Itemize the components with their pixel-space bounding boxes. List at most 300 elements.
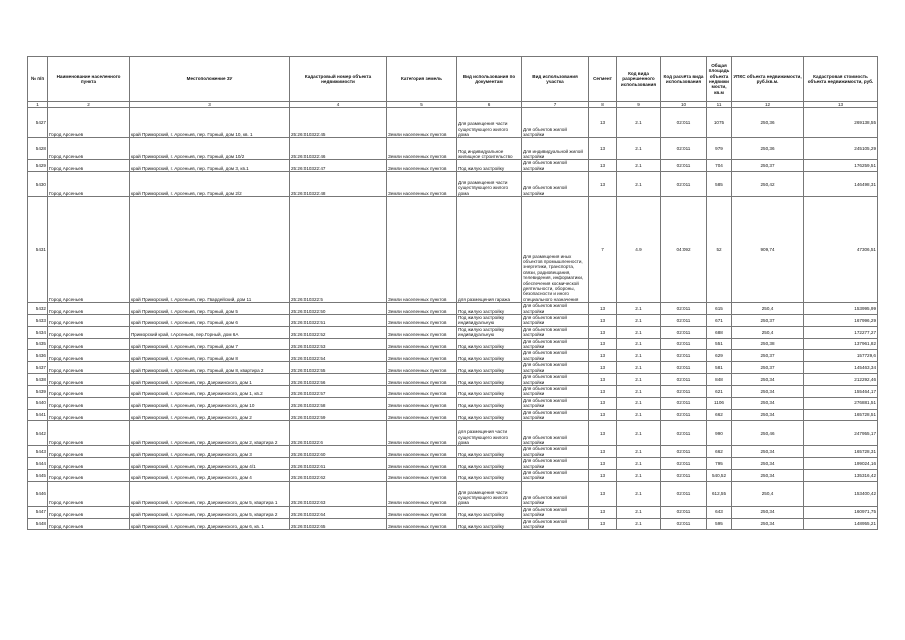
- area-cell: 629: [707, 350, 732, 362]
- use-code-cell: 2.1: [617, 409, 661, 421]
- document-use-cell: Под жилую застройку: [457, 362, 522, 374]
- row-number-cell: 5439: [28, 385, 48, 397]
- segment-cell: 13: [589, 303, 617, 315]
- row-number-cell: 5441: [28, 409, 48, 421]
- location-cell: край Приморский, г. Арсеньев, пер. Горный, дом 5: [130, 303, 290, 315]
- row-number-cell: 5447: [28, 506, 48, 518]
- area-cell: 1075: [707, 108, 732, 138]
- land-category-cell: Земли населенных пунктов: [387, 374, 457, 386]
- cost-cell: 172277,27: [804, 326, 878, 338]
- use-code-cell: 4.9: [617, 197, 661, 303]
- calc-code-cell: 02:011: [661, 350, 707, 362]
- parcel-use-cell: Для объектов жилой застройки: [522, 338, 589, 350]
- use-code-cell: 2.1: [617, 481, 661, 506]
- calc-code-cell: 02:011: [661, 446, 707, 458]
- cadastral-number-cell: 25:26:010322:60: [290, 446, 387, 458]
- document-use-cell: Под жилую застройку: [457, 397, 522, 409]
- column-number: 8: [589, 102, 617, 108]
- cadastral-number-cell: 25:26:010322:63: [290, 481, 387, 506]
- area-cell: 671: [707, 315, 732, 327]
- document-use-cell: Под жилую застройку: [457, 385, 522, 397]
- parcel-use-cell: Для объектов жилой застройки: [522, 421, 589, 446]
- document-use-cell: Под жилую застройку: [457, 506, 522, 518]
- area-cell: 795: [707, 458, 732, 470]
- upks-cell: 250,37: [732, 160, 804, 172]
- upks-cell: 250,4: [732, 303, 804, 315]
- use-code-cell: 2.1: [617, 362, 661, 374]
- row-number-cell: 5432: [28, 303, 48, 315]
- use-code-cell: 2.1: [617, 326, 661, 338]
- land-category-cell: Земли населенных пунктов: [387, 397, 457, 409]
- area-cell: 621: [707, 385, 732, 397]
- parcel-use-cell: Для объектов жилой застройки: [522, 160, 589, 172]
- use-code-cell: 2.1: [617, 315, 661, 327]
- land-category-cell: Земли населенных пунктов: [387, 458, 457, 470]
- town-cell: Город Арсеньев: [48, 421, 130, 446]
- parcel-use-cell: Для индивидуальной жилой застройки: [522, 138, 589, 160]
- column-header: Код вида разрешенного использования: [617, 57, 661, 102]
- row-number-cell: 5448: [28, 518, 48, 530]
- area-cell: 848: [707, 374, 732, 386]
- land-category-cell: Земли населенных пунктов: [387, 409, 457, 421]
- calc-code-cell: 02:011: [661, 469, 707, 481]
- parcel-use-cell: Для объектов жилой застройки: [522, 303, 589, 315]
- table-row: [28, 338, 878, 350]
- calc-code-cell: 02:011: [661, 160, 707, 172]
- parcel-use-cell: Для объектов жилой застройки: [522, 326, 589, 338]
- use-code-cell: 2.1: [617, 108, 661, 138]
- parcel-use-cell: Для объектов жилой застройки: [522, 350, 589, 362]
- use-code-cell: 2.1: [617, 338, 661, 350]
- segment-cell: 13: [589, 138, 617, 160]
- table-row: [28, 397, 878, 409]
- location-cell: край Приморский, г. Арсеньев, пер. Дзержинского, дом 4/1: [130, 458, 290, 470]
- cadastral-number-cell: 25:26:010322:45: [290, 108, 387, 138]
- calc-code-cell: 02:011: [661, 506, 707, 518]
- document-use-cell: Для размещения части существующего жилого дома: [457, 481, 522, 506]
- cadastral-number-cell: 25:26:010322:58: [290, 397, 387, 409]
- land-category-cell: Земли населенных пунктов: [387, 350, 457, 362]
- segment-cell: 7: [589, 197, 617, 303]
- land-category-cell: Земли населенных пунктов: [387, 172, 457, 197]
- upks-cell: 250,42: [732, 172, 804, 197]
- cost-cell: 199024,16: [804, 458, 878, 470]
- land-category-cell: Земли населенных пунктов: [387, 362, 457, 374]
- cost-cell: 212292,46: [804, 374, 878, 386]
- column-number: 12: [732, 102, 804, 108]
- upks-cell: 250,34: [732, 397, 804, 409]
- use-code-cell: 2.1: [617, 172, 661, 197]
- column-number: 5: [387, 102, 457, 108]
- parcel-use-cell: Для объектов жилой застройки: [522, 397, 589, 409]
- segment-cell: 13: [589, 160, 617, 172]
- column-header: Вид использования по документам: [457, 57, 522, 102]
- table-row: [28, 421, 878, 446]
- calc-code-cell: 02:011: [661, 397, 707, 409]
- town-cell: Город Арсеньев: [48, 409, 130, 421]
- cadastral-number-cell: 25:26:010322:62: [290, 469, 387, 481]
- row-number-cell: 5428: [28, 138, 48, 160]
- cadastral-number-cell: 25:26:010322:53: [290, 338, 387, 350]
- location-cell: край Приморский, г. Арсеньев, пер. Горный, дом 3, кв.1: [130, 160, 290, 172]
- area-cell: 990: [707, 421, 732, 446]
- upks-cell: 250,34: [732, 506, 804, 518]
- land-category-cell: Земли населенных пунктов: [387, 108, 457, 138]
- use-code-cell: 2.1: [617, 374, 661, 386]
- column-number: 4: [290, 102, 387, 108]
- land-category-cell: Земли населенных пунктов: [387, 481, 457, 506]
- segment-cell: 13: [589, 469, 617, 481]
- row-number-cell: 5436: [28, 350, 48, 362]
- segment-cell: 13: [589, 421, 617, 446]
- location-cell: край Приморский, г. Арсеньев, пер. Горный, дом 10, кв. 1: [130, 108, 290, 138]
- column-header: № п/п: [28, 57, 48, 102]
- town-cell: Город Арсеньев: [48, 362, 130, 374]
- calc-code-cell: 02:011: [661, 138, 707, 160]
- parcel-use-cell: Для объектов жилой застройки: [522, 446, 589, 458]
- parcel-use-cell: Для объектов жилой застройки: [522, 469, 589, 481]
- cost-cell: 153400,42: [804, 481, 878, 506]
- parcel-use-cell: Для объектов жилой застройки: [522, 458, 589, 470]
- upks-cell: 250,34: [732, 469, 804, 481]
- location-cell: край Приморский, г. Арсеньев, пер. Горный, дом 8, квартира 2: [130, 362, 290, 374]
- row-number-cell: 5430: [28, 172, 48, 197]
- upks-cell: 250,4: [732, 481, 804, 506]
- segment-cell: 13: [589, 350, 617, 362]
- document-use-cell: Под жилую застройку: [457, 374, 522, 386]
- column-header: Кадастровая стоимость объекта недвижимости, руб.: [804, 57, 878, 102]
- land-category-cell: Земли населенных пунктов: [387, 421, 457, 446]
- calc-code-cell: 04:092: [661, 197, 707, 303]
- document-use-cell: Для размещения части существующего жилого дома: [457, 108, 522, 138]
- area-cell: 1106: [707, 397, 732, 409]
- document-use-cell: Под жилую застройку: [457, 458, 522, 470]
- town-cell: Город Арсеньев: [48, 350, 130, 362]
- cost-cell: 276881,51: [804, 397, 878, 409]
- upks-cell: 250,38: [732, 338, 804, 350]
- calc-code-cell: 02:011: [661, 338, 707, 350]
- cadastral-number-cell: 25:26:010322:64: [290, 506, 387, 518]
- document-use-cell: Под жилую застройку: [457, 350, 522, 362]
- column-header: Местоположение ЗУ: [130, 57, 290, 102]
- use-code-cell: 2.1: [617, 138, 661, 160]
- area-cell: 615: [707, 303, 732, 315]
- column-header: УПКС объекта недвижимости, руб./кв.м.: [732, 57, 804, 102]
- row-number-cell: 5434: [28, 326, 48, 338]
- table-row: [28, 458, 878, 470]
- table-row: [28, 469, 878, 481]
- document-use-cell: Под жилую застройку: [457, 469, 522, 481]
- town-cell: Город Арсеньев: [48, 197, 130, 303]
- upks-cell: 250,34: [732, 446, 804, 458]
- use-code-cell: 2.1: [617, 506, 661, 518]
- segment-cell: 13: [589, 362, 617, 374]
- document-use-cell: Под жилую застройку индивидуальную: [457, 326, 522, 338]
- table-row: [28, 138, 878, 160]
- calc-code-cell: 02:011: [661, 362, 707, 374]
- table-row: [28, 350, 878, 362]
- document-use-cell: для размещения части существующего жилого дома: [457, 421, 522, 446]
- table-row: [28, 197, 878, 303]
- table-row: [28, 506, 878, 518]
- use-code-cell: 2.1: [617, 397, 661, 409]
- parcel-use-cell: Для объектов жилой застройки: [522, 362, 589, 374]
- row-number-cell: 5442: [28, 421, 48, 446]
- table-row: [28, 362, 878, 374]
- location-cell: край Приморский, г. Арсеньев, пер. Дзержинского, дом 5, квартира 1: [130, 481, 290, 506]
- cost-cell: 160971,75: [804, 506, 878, 518]
- column-number: 7: [522, 102, 589, 108]
- column-header: Код расчёта вида использования: [661, 57, 707, 102]
- upks-cell: 250,37: [732, 315, 804, 327]
- cost-cell: 148955,21: [804, 518, 878, 530]
- area-cell: 52: [707, 197, 732, 303]
- segment-cell: 13: [589, 458, 617, 470]
- town-cell: Город Арсеньев: [48, 469, 130, 481]
- document-use-cell: Под жилую застройку: [457, 409, 522, 421]
- table-row: [28, 374, 878, 386]
- document-use-cell: Под жилую застройку индивидуальную: [457, 315, 522, 327]
- cost-cell: 269138,55: [804, 108, 878, 138]
- land-category-cell: Земли населенных пунктов: [387, 518, 457, 530]
- location-cell: край Приморский, г. Арсеньев, пер. Горный, дом 7: [130, 338, 290, 350]
- row-number-cell: 5431: [28, 197, 48, 303]
- calc-code-cell: 02:011: [661, 374, 707, 386]
- cadastral-number-cell: 25:26:010322:48: [290, 172, 387, 197]
- upks-cell: 250,46: [732, 421, 804, 446]
- use-code-cell: 2.1: [617, 518, 661, 530]
- column-number: 11: [707, 102, 732, 108]
- parcel-use-cell: Для объектов жилой застройки: [522, 506, 589, 518]
- area-cell: 662: [707, 409, 732, 421]
- calc-code-cell: 02:011: [661, 385, 707, 397]
- location-cell: край Приморский, г. Арсеньев, пер. Горный, дом 8: [130, 350, 290, 362]
- land-category-cell: Земли населенных пунктов: [387, 138, 457, 160]
- table-row: [28, 446, 878, 458]
- parcel-use-cell: Для объектов жилой застройки: [522, 518, 589, 530]
- upks-cell: 909,74: [732, 197, 804, 303]
- area-cell: 662: [707, 446, 732, 458]
- cost-cell: 146498,31: [804, 172, 878, 197]
- cadastral-table: [27, 56, 878, 530]
- area-cell: 581: [707, 362, 732, 374]
- row-number-cell: 5427: [28, 108, 48, 138]
- area-cell: 551: [707, 338, 732, 350]
- segment-cell: 13: [589, 397, 617, 409]
- town-cell: Город Арсеньев: [48, 397, 130, 409]
- parcel-use-cell: Для размещения иных объектов промышленности, энергетики, транспорта, связи, радиовещания, телевидения, информатики, обеспечения космической деятельности, обороны, безопасности и иного специального назначения: [522, 197, 589, 303]
- column-header: Наименование населенного пункта: [48, 57, 130, 102]
- cadastral-number-cell: 25:26:010322:46: [290, 138, 387, 160]
- upks-cell: 250,34: [732, 385, 804, 397]
- cost-cell: 137961,82: [804, 338, 878, 350]
- location-cell: край Приморский, г. Арсеньев, пер. Горный, дом 6: [130, 315, 290, 327]
- column-number: 9: [617, 102, 661, 108]
- parcel-use-cell: Для объектов жилой застройки: [522, 409, 589, 421]
- town-cell: Город Арсеньев: [48, 481, 130, 506]
- land-category-cell: Земли населенных пунктов: [387, 506, 457, 518]
- document-use-cell: Под жилую застройку: [457, 338, 522, 350]
- table-row: [28, 409, 878, 421]
- location-cell: край Приморский, г. Арсеньев, пер. Гвардейский, дом 11: [130, 197, 290, 303]
- parcel-use-cell: Для объектов жилой застройки: [522, 108, 589, 138]
- cadastral-number-cell: 25:26:010322:47: [290, 160, 387, 172]
- cost-cell: 135316,42: [804, 469, 878, 481]
- table-body: [28, 108, 878, 530]
- upks-cell: 250,34: [732, 518, 804, 530]
- cadastral-number-cell: 25:26:010322:65: [290, 518, 387, 530]
- column-header: Сегмент: [589, 57, 617, 102]
- table-row: [28, 172, 878, 197]
- cadastral-table-sheet: [27, 56, 877, 530]
- cost-cell: 155464,17: [804, 385, 878, 397]
- row-number-cell: 5437: [28, 362, 48, 374]
- location-cell: край Приморский, г. Арсеньев, пер. Дзержинского, дом 1: [130, 374, 290, 386]
- calc-code-cell: 02:011: [661, 315, 707, 327]
- column-header: Вид использования участка: [522, 57, 589, 102]
- location-cell: край Приморский, г. Арсеньев, пер. Дзержинского, дом 2: [130, 409, 290, 421]
- use-code-cell: 2.1: [617, 385, 661, 397]
- use-code-cell: 2.1: [617, 469, 661, 481]
- table-row: [28, 326, 878, 338]
- town-cell: Город Арсеньев: [48, 446, 130, 458]
- segment-cell: 13: [589, 446, 617, 458]
- parcel-use-cell: Для объектов жилой застройки: [522, 374, 589, 386]
- parcel-use-cell: Для объектов жилой застройки: [522, 315, 589, 327]
- segment-cell: 13: [589, 315, 617, 327]
- upks-cell: 250,34: [732, 374, 804, 386]
- cadastral-number-cell: 25:26:010322:5: [290, 197, 387, 303]
- town-cell: Город Арсеньев: [48, 506, 130, 518]
- column-header: Кадастровый номер объекта недвижимости: [290, 57, 387, 102]
- calc-code-cell: 02:011: [661, 518, 707, 530]
- location-cell: Приморский край, г.Арсеньев, пер.Горный, дом 6А: [130, 326, 290, 338]
- row-number-cell: 5433: [28, 315, 48, 327]
- cost-cell: 157729,6: [804, 350, 878, 362]
- area-cell: 595: [707, 518, 732, 530]
- land-category-cell: Земли населенных пунктов: [387, 326, 457, 338]
- segment-cell: 13: [589, 481, 617, 506]
- upks-cell: 250,36: [732, 108, 804, 138]
- location-cell: край Приморский, г. Арсеньев, пер. Дзержинского, дом 2, квартира 2: [130, 421, 290, 446]
- cadastral-number-cell: 25:26:010322:56: [290, 374, 387, 386]
- town-cell: Город Арсеньев: [48, 338, 130, 350]
- location-cell: край Приморский, г. Арсеньев, пер. Дзержинского, дом 10: [130, 397, 290, 409]
- document-use-cell: Под жилую застройку: [457, 518, 522, 530]
- cost-cell: 247955,17: [804, 421, 878, 446]
- row-number-cell: 5435: [28, 338, 48, 350]
- land-category-cell: Земли населенных пунктов: [387, 160, 457, 172]
- cadastral-number-cell: 25:26:010322:50: [290, 303, 387, 315]
- table-row: [28, 108, 878, 138]
- column-number: 6: [457, 102, 522, 108]
- segment-cell: 13: [589, 172, 617, 197]
- upks-cell: 250,34: [732, 458, 804, 470]
- parcel-use-cell: Для объектов жилой застройки: [522, 481, 589, 506]
- table-row: [28, 160, 878, 172]
- location-cell: край Приморский, г. Арсеньев, пер. Дзержинского, дом 4: [130, 469, 290, 481]
- cost-cell: 153995,99: [804, 303, 878, 315]
- calc-code-cell: 02:011: [661, 172, 707, 197]
- town-cell: Город Арсеньев: [48, 160, 130, 172]
- location-cell: край Приморский, г. Арсеньев, пер. Дзержинского, дом 1, кв.2: [130, 385, 290, 397]
- row-number-cell: 5443: [28, 446, 48, 458]
- segment-cell: 13: [589, 506, 617, 518]
- document-use-cell: Под индивидуальное жилищное строительство: [457, 138, 522, 160]
- town-cell: Город Арсеньев: [48, 326, 130, 338]
- calc-code-cell: 02:011: [661, 409, 707, 421]
- cadastral-number-cell: 25:26:010322:61: [290, 458, 387, 470]
- segment-cell: 13: [589, 374, 617, 386]
- parcel-use-cell: Для объектов жилой застройки: [522, 385, 589, 397]
- upks-cell: 250,37: [732, 350, 804, 362]
- calc-code-cell: 02:011: [661, 421, 707, 446]
- row-number-cell: 5438: [28, 374, 48, 386]
- area-cell: 688: [707, 326, 732, 338]
- calc-code-cell: 02:011: [661, 303, 707, 315]
- use-code-cell: 2.1: [617, 421, 661, 446]
- town-cell: Город Арсеньев: [48, 108, 130, 138]
- land-category-cell: Земли населенных пунктов: [387, 446, 457, 458]
- cadastral-number-cell: 25:26:010322:55: [290, 362, 387, 374]
- table-row: [28, 303, 878, 315]
- location-cell: край Приморский, г. Арсеньев, пер. Дзержинского, дом 5, квартира 2: [130, 506, 290, 518]
- town-cell: Город Арсеньев: [48, 172, 130, 197]
- land-category-cell: Земли населенных пунктов: [387, 469, 457, 481]
- row-number-cell: 5429: [28, 160, 48, 172]
- cost-cell: 176259,51: [804, 160, 878, 172]
- area-cell: 540,52: [707, 469, 732, 481]
- cost-cell: 165728,31: [804, 446, 878, 458]
- column-number: 10: [661, 102, 707, 108]
- use-code-cell: 2.1: [617, 350, 661, 362]
- calc-code-cell: 02:011: [661, 458, 707, 470]
- upks-cell: 250,34: [732, 409, 804, 421]
- town-cell: Город Арсеньев: [48, 374, 130, 386]
- area-cell: 979: [707, 138, 732, 160]
- use-code-cell: 2.1: [617, 160, 661, 172]
- land-category-cell: Земли населенных пунктов: [387, 303, 457, 315]
- cadastral-number-cell: 25:26:010322:6: [290, 421, 387, 446]
- document-use-cell: Для размещения части существующего жилого дома: [457, 172, 522, 197]
- segment-cell: 13: [589, 409, 617, 421]
- document-use-cell: Под жилую застройку: [457, 160, 522, 172]
- header-row: [28, 57, 878, 102]
- use-code-cell: 2.1: [617, 458, 661, 470]
- row-number-cell: 5440: [28, 397, 48, 409]
- area-cell: 585: [707, 172, 732, 197]
- segment-cell: 13: [589, 385, 617, 397]
- cadastral-number-cell: 25:26:010322:59: [290, 409, 387, 421]
- location-cell: край Приморский, г. Арсеньев, пер. Горный, дом 10/2: [130, 138, 290, 160]
- cadastral-number-cell: 25:26:010322:54: [290, 350, 387, 362]
- town-cell: Город Арсеньев: [48, 518, 130, 530]
- row-number-cell: 5444: [28, 458, 48, 470]
- cost-cell: 167996,29: [804, 315, 878, 327]
- column-number: 13: [804, 102, 878, 108]
- segment-cell: 13: [589, 108, 617, 138]
- upks-cell: 250,4: [732, 326, 804, 338]
- document-use-cell: Под жилую застройку: [457, 303, 522, 315]
- cadastral-number-cell: 25:26:010322:57: [290, 385, 387, 397]
- land-category-cell: Земли населенных пунктов: [387, 338, 457, 350]
- cost-cell: 145463,34: [804, 362, 878, 374]
- use-code-cell: 2.1: [617, 303, 661, 315]
- column-header: Общая площадь объекта недвижимости, кв.м: [707, 57, 732, 102]
- area-cell: 643: [707, 506, 732, 518]
- cadastral-number-cell: 25:26:010322:52: [290, 326, 387, 338]
- table-row: [28, 315, 878, 327]
